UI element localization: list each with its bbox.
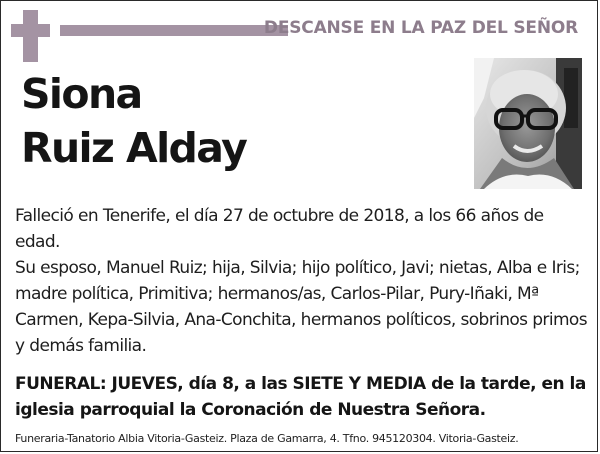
funeral-home-footer: Funeraria-Tanatorio Albia Vitoria-Gasteiz. Plaza de Gamarra, 4. Tfno. 945120304. Vitoria-Gasteiz. (15, 432, 519, 445)
first-name: Siona (21, 70, 142, 118)
portrait-photo (474, 58, 582, 189)
deceased-name (21, 67, 246, 175)
portrait-image (474, 58, 582, 189)
family-list: Su esposo, Manuel Ruiz; hija, Silvia; hijo político, Javi; nietas, Alba e Iris; madre política, Primitiva; hermanos/as, Carlos-Pilar, Pury-Iñaki, Mª Carmen, Kepa-Silvia, Ana-Conchita, hermanos políticos, sobrinos primos y demás familia. (15, 258, 587, 356)
death-notice: Falleció en Tenerife, el día 27 de octubre de 2018, a los 66 años de edad. (15, 206, 544, 252)
header-title: DESCANSE EN LA PAZ DEL SEÑOR (263, 18, 578, 38)
cross-horizontal-bar (11, 24, 50, 37)
obituary-body (15, 203, 587, 359)
funeral-announcement: FUNERAL: JUEVES, día 8, a las SIETE Y MEDIA de la tarde, en la iglesia parroquial la Coronación de Nuestra Señora. (15, 374, 586, 420)
last-name: Ruiz Alday (21, 124, 247, 172)
header-divider-bar (60, 25, 288, 36)
